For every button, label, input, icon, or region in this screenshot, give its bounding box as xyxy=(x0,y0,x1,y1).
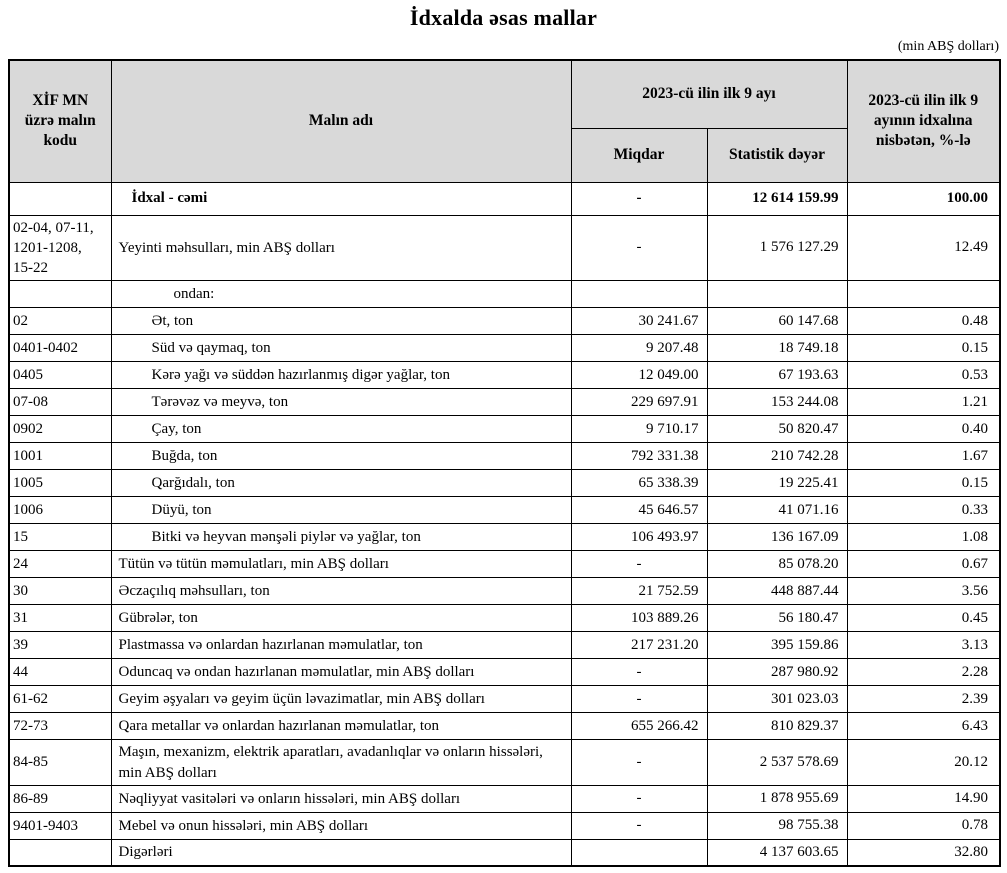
cell-name: ondan: xyxy=(111,281,571,308)
cell-quantity: 30 241.67 xyxy=(571,308,707,335)
cell-share: 12.49 xyxy=(847,215,1000,281)
table-row xyxy=(9,182,1000,215)
cell-share: 0.40 xyxy=(847,416,1000,443)
header-quantity: Miqdar xyxy=(571,128,707,182)
cell-stat-value: 395 159.86 xyxy=(707,632,847,659)
cell-name: Kərə yağı və süddən hazırlanmış digər yağlar, ton xyxy=(111,362,571,389)
cell-code: 07-08 xyxy=(9,389,111,416)
table-row xyxy=(9,659,1000,686)
cell-quantity: 103 889.26 xyxy=(571,605,707,632)
cell-code: 84-85 xyxy=(9,740,111,786)
cell-quantity: - xyxy=(571,182,707,215)
table-row xyxy=(9,281,1000,308)
cell-code: 02-04, 07-11, 1201-1208, 15-22 xyxy=(9,215,111,281)
cell-stat-value: 210 742.28 xyxy=(707,443,847,470)
cell-code: 61-62 xyxy=(9,686,111,713)
cell-share: 1.67 xyxy=(847,443,1000,470)
cell-share: 2.28 xyxy=(847,659,1000,686)
table-row xyxy=(9,740,1000,786)
cell-share: 2.39 xyxy=(847,686,1000,713)
cell-name: Nəqliyyat vasitələri və onların hissələri, min ABŞ dolları xyxy=(111,785,571,812)
cell-quantity: 45 646.57 xyxy=(571,497,707,524)
cell-stat-value: 301 023.03 xyxy=(707,686,847,713)
table-row xyxy=(9,605,1000,632)
table-row xyxy=(9,308,1000,335)
header-code: XİF MN üzrə malın kodu xyxy=(9,60,111,182)
cell-quantity: 655 266.42 xyxy=(571,713,707,740)
cell-share: 0.78 xyxy=(847,812,1000,839)
cell-stat-value: 67 193.63 xyxy=(707,362,847,389)
cell-code: 39 xyxy=(9,632,111,659)
cell-stat-value: 85 078.20 xyxy=(707,551,847,578)
cell-stat-value: 41 071.16 xyxy=(707,497,847,524)
cell-name: Süd və qaymaq, ton xyxy=(111,335,571,362)
cell-name: Yeyinti məhsulları, min ABŞ dolları xyxy=(111,215,571,281)
table-row xyxy=(9,215,1000,281)
cell-quantity: - xyxy=(571,215,707,281)
cell-stat-value: 2 537 578.69 xyxy=(707,740,847,786)
cell-name: Bitki və heyvan mənşəli piylər və yağlar, ton xyxy=(111,524,571,551)
table-row xyxy=(9,551,1000,578)
cell-stat-value: 153 244.08 xyxy=(707,389,847,416)
cell-share: 0.67 xyxy=(847,551,1000,578)
cell-code: 9401-9403 xyxy=(9,812,111,839)
cell-quantity: 106 493.97 xyxy=(571,524,707,551)
header-stat-value: Statistik dəyər xyxy=(707,128,847,182)
cell-code xyxy=(9,182,111,215)
cell-share: 14.90 xyxy=(847,785,1000,812)
table-row xyxy=(9,785,1000,812)
cell-stat-value: 60 147.68 xyxy=(707,308,847,335)
cell-name: Qara metallar və onlardan hazırlanan məmulatlar, ton xyxy=(111,713,571,740)
header-period-group: 2023-cü ilin ilk 9 ayı xyxy=(571,60,847,128)
cell-code: 24 xyxy=(9,551,111,578)
cell-share: 0.45 xyxy=(847,605,1000,632)
table-row xyxy=(9,632,1000,659)
cell-code: 86-89 xyxy=(9,785,111,812)
cell-quantity: 229 697.91 xyxy=(571,389,707,416)
cell-name: Düyü, ton xyxy=(111,497,571,524)
cell-name: Buğda, ton xyxy=(111,443,571,470)
cell-stat-value: 1 576 127.29 xyxy=(707,215,847,281)
table-row xyxy=(9,524,1000,551)
cell-quantity: - xyxy=(571,785,707,812)
cell-quantity: 792 331.38 xyxy=(571,443,707,470)
cell-share: 1.21 xyxy=(847,389,1000,416)
table-row xyxy=(9,578,1000,605)
cell-code: 31 xyxy=(9,605,111,632)
header-row-group xyxy=(9,60,1000,128)
cell-share: 32.80 xyxy=(847,839,1000,866)
cell-stat-value: 810 829.37 xyxy=(707,713,847,740)
page-title: İdxalda əsas mallar xyxy=(409,5,598,30)
cell-quantity xyxy=(571,281,707,308)
table-row xyxy=(9,839,1000,866)
cell-code: 1005 xyxy=(9,470,111,497)
cell-share: 0.48 xyxy=(847,308,1000,335)
cell-name: Tütün və tütün məmulatları, min ABŞ dolları xyxy=(111,551,571,578)
cell-name: Plastmassa və onlardan hazırlanan məmulatlar, ton xyxy=(111,632,571,659)
cell-quantity xyxy=(571,839,707,866)
table-row xyxy=(9,389,1000,416)
header-name: Malın adı xyxy=(111,60,571,182)
cell-code: 44 xyxy=(9,659,111,686)
cell-stat-value: 98 755.38 xyxy=(707,812,847,839)
cell-code: 15 xyxy=(9,524,111,551)
cell-share: 6.43 xyxy=(847,713,1000,740)
cell-stat-value: 50 820.47 xyxy=(707,416,847,443)
cell-share: 0.15 xyxy=(847,470,1000,497)
cell-name: Oduncaq və ondan hazırlanan məmulatlar, min ABŞ dolları xyxy=(111,659,571,686)
cell-code: 1001 xyxy=(9,443,111,470)
cell-code xyxy=(9,281,111,308)
table-row xyxy=(9,713,1000,740)
cell-stat-value xyxy=(707,281,847,308)
cell-share: 3.13 xyxy=(847,632,1000,659)
header-share: 2023-cü ilin ilk 9 ayının idxalına nisbətən, %-lə xyxy=(847,60,1000,182)
cell-code: 0401-0402 xyxy=(9,335,111,362)
cell-stat-value: 56 180.47 xyxy=(707,605,847,632)
table-body xyxy=(9,182,1000,866)
cell-quantity: - xyxy=(571,812,707,839)
cell-share: 0.15 xyxy=(847,335,1000,362)
cell-quantity: - xyxy=(571,659,707,686)
cell-code xyxy=(9,839,111,866)
cell-code: 1006 xyxy=(9,497,111,524)
cell-name: Maşın, mexanizm, elektrik aparatları, avadanlıqlar və onların hissələri, min ABŞ dolları xyxy=(111,740,571,786)
cell-name: Çay, ton xyxy=(111,416,571,443)
cell-quantity: 65 338.39 xyxy=(571,470,707,497)
cell-share: 20.12 xyxy=(847,740,1000,786)
cell-share: 1.08 xyxy=(847,524,1000,551)
cell-stat-value: 136 167.09 xyxy=(707,524,847,551)
cell-quantity: 9 207.48 xyxy=(571,335,707,362)
cell-share: 0.33 xyxy=(847,497,1000,524)
cell-share: 3.56 xyxy=(847,578,1000,605)
cell-code: 72-73 xyxy=(9,713,111,740)
table-row xyxy=(9,686,1000,713)
cell-stat-value: 1 878 955.69 xyxy=(707,785,847,812)
cell-share: 0.53 xyxy=(847,362,1000,389)
cell-share: 100.00 xyxy=(847,182,1000,215)
cell-quantity: 12 049.00 xyxy=(571,362,707,389)
table-header xyxy=(9,60,1000,182)
cell-code: 30 xyxy=(9,578,111,605)
cell-code: 02 xyxy=(9,308,111,335)
table-row xyxy=(9,335,1000,362)
cell-stat-value: 12 614 159.99 xyxy=(707,182,847,215)
cell-stat-value: 19 225.41 xyxy=(707,470,847,497)
cell-name: Qarğıdalı, ton xyxy=(111,470,571,497)
table-row xyxy=(9,470,1000,497)
cell-quantity: - xyxy=(571,740,707,786)
cell-name: Mebel və onun hissələri, min ABŞ dolları xyxy=(111,812,571,839)
cell-stat-value: 287 980.92 xyxy=(707,659,847,686)
table-row xyxy=(9,497,1000,524)
cell-quantity: - xyxy=(571,686,707,713)
unit-note: (min ABŞ dolları) xyxy=(897,39,999,54)
cell-name: Geyim əşyaları və geyim üçün ləvazimatlar, min ABŞ dolları xyxy=(111,686,571,713)
cell-name: İdxal - cəmi xyxy=(111,182,571,215)
cell-quantity: 9 710.17 xyxy=(571,416,707,443)
table-row xyxy=(9,812,1000,839)
table-row xyxy=(9,416,1000,443)
cell-name: Gübrələr, ton xyxy=(111,605,571,632)
cell-stat-value: 18 749.18 xyxy=(707,335,847,362)
cell-quantity: 217 231.20 xyxy=(571,632,707,659)
cell-share xyxy=(847,281,1000,308)
cell-code: 0902 xyxy=(9,416,111,443)
cell-stat-value: 448 887.44 xyxy=(707,578,847,605)
cell-name: Tərəvəz və meyvə, ton xyxy=(111,389,571,416)
cell-name: Ət, ton xyxy=(111,308,571,335)
table-row xyxy=(9,443,1000,470)
cell-quantity: - xyxy=(571,551,707,578)
cell-quantity: 21 752.59 xyxy=(571,578,707,605)
cell-code: 0405 xyxy=(9,362,111,389)
cell-stat-value: 4 137 603.65 xyxy=(707,839,847,866)
cell-name: Digərləri xyxy=(111,839,571,866)
cell-name: Əczaçılıq məhsulları, ton xyxy=(111,578,571,605)
table-row xyxy=(9,362,1000,389)
imports-table xyxy=(8,59,1001,867)
